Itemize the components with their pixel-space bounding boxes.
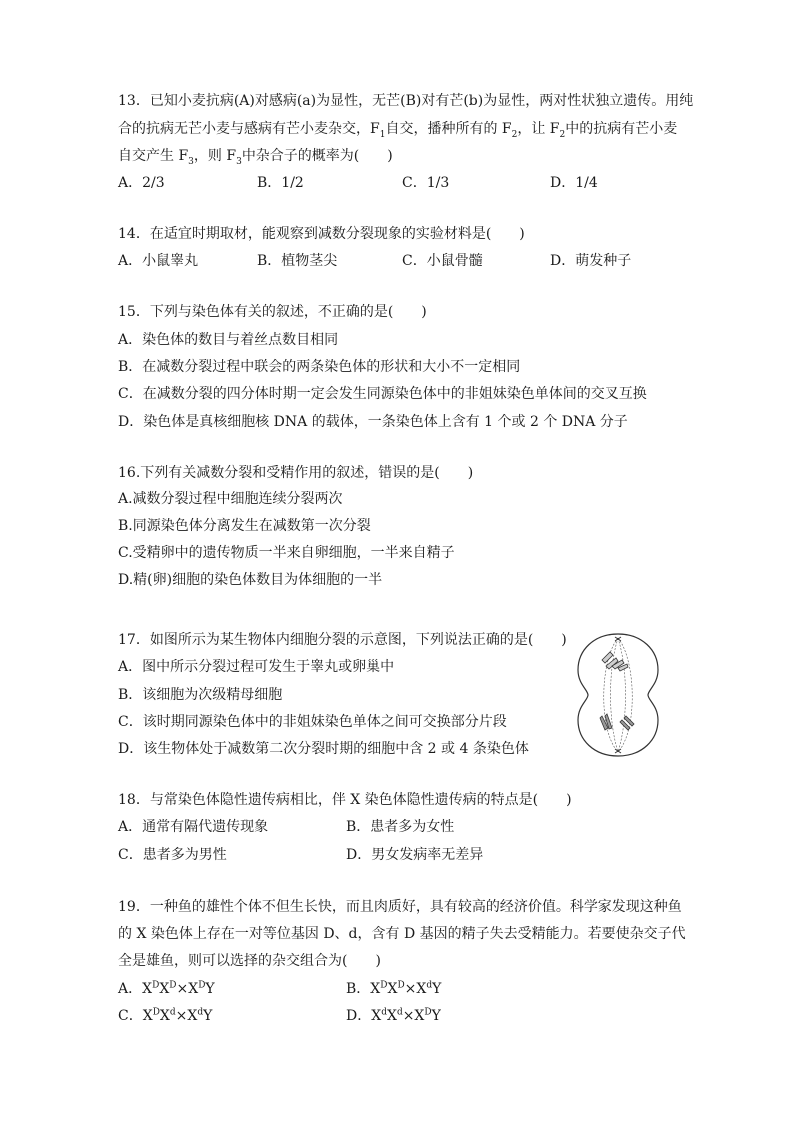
- q17-option-c: C．该时期同源染色体中的非姐妹染色单体之间可交换部分片段: [118, 714, 507, 730]
- q19-stem-line2: 的 X 染色体上存在一对等位基因 D、d，含有 D 基因的精子失去受精能力。若要使杂交子代: [118, 926, 686, 942]
- q19-option-b: B．$X^DX^D\times X^dY$: [346, 980, 442, 997]
- q19-option-d: D．$X^dX^d\times X^DY$: [346, 1007, 441, 1024]
- q14-option-c: C．小鼠骨髓: [402, 253, 483, 269]
- chromosomes-upper: [602, 652, 628, 671]
- q18-stem: 18．与常染色体隐性遗传病相比，伴 X 染色体隐性遗传病的特点是( ): [118, 792, 572, 808]
- q17-option-b: B．该细胞为次级精母细胞: [118, 687, 283, 703]
- q14-option-d: D．萌发种子: [550, 253, 632, 269]
- q19-stem-line1: 19．一种鱼的雄性个体不但生长快，而且肉质好，具有较高的经济价值。科学家发现这种鱼: [118, 899, 682, 915]
- q19-stem-line3: 全是雄鱼，则可以选择的杂交组合为( ): [118, 953, 381, 969]
- q16-option-c: C.受精卵中的遗传物质一半来自卵细胞，一半来自精子: [118, 545, 455, 561]
- q19-option-c: C．$X^DX^d\times X^dY$: [118, 1007, 213, 1024]
- q18-option-c: C．患者多为男性: [118, 847, 227, 863]
- q16-option-d: D.精(卵)细胞的染色体数目为体细胞的一半: [118, 572, 383, 588]
- cell-membrane-outline: [578, 634, 658, 756]
- q15-stem: 15．下列与染色体有关的叙述，不正确的是( ): [118, 304, 427, 320]
- q13-stem-line2: 合的抗病无芒小麦与感病有芒小麦杂交，$F_1$自交，播种所有的 $F_2$，让 $F_2$中的抗病有芒小麦: [118, 121, 678, 140]
- q14-option-a: A．小鼠睾丸: [118, 253, 199, 269]
- q15-option-c: C．在减数分裂的四分体时期一定会发生同源染色体中的非姐妹染色单体间的交叉互换: [118, 386, 647, 402]
- centrosome-top: [615, 637, 621, 641]
- q16-option-a: A.减数分裂过程中细胞连续分裂两次: [118, 491, 343, 507]
- q13-stem-line1: 13．已知小麦抗病(A)对感病(a)为显性，无芒(B)对有芒(b)为显性，两对性状独立遗传。用纯: [118, 93, 694, 109]
- q19-option-a: A．$X^DX^D\times X^DY$: [118, 980, 215, 997]
- q18-option-b: B．患者多为女性: [346, 819, 455, 835]
- q16-stem: 16.下列有关减数分裂和受精作用的叙述，错误的是( ): [118, 465, 474, 481]
- q13-option-c: C．1/3: [402, 175, 450, 191]
- q18-option-a: A．通常有隔代遗传现象: [118, 819, 269, 835]
- q13-stem-line3: 自交产生 $F_3$，则 $F_3$中杂合子的概率为( ): [118, 148, 393, 167]
- chromosomes-lower: [600, 714, 634, 730]
- q15-option-a: A．染色体的数目与着丝点数目相同: [118, 332, 339, 348]
- q16-option-b: B.同源染色体分离发生在减数第一次分裂: [118, 518, 371, 534]
- q13-option-a: A．2/3: [118, 175, 165, 191]
- q17-option-d: D．该生物体处于减数第二次分裂时期的细胞中含 2 或 4 条染色体: [118, 741, 529, 757]
- cell-division-figure: [572, 630, 664, 760]
- q18-option-d: D．男女发病率无差异: [346, 847, 484, 863]
- centrosome-bottom: [615, 749, 621, 753]
- q17-stem: 17．如图所示为某生物体内细胞分裂的示意图，下列说法正确的是( ): [118, 632, 567, 648]
- q15-option-b: B．在减数分裂过程中联会的两条染色体的形状和大小不一定相同: [118, 359, 521, 375]
- q14-option-b: B．植物茎尖: [257, 253, 338, 269]
- q14-stem: 14．在适宜时期取材，能观察到减数分裂现象的实验材料是( ): [118, 226, 525, 242]
- q13-option-d: D．1/4: [550, 175, 598, 191]
- q15-option-d: D．染色体是真核细胞核 DNA 的载体，一条染色体上含有 1 个或 2 个 DNA 分子: [118, 414, 628, 430]
- q17-option-a: A．图中所示分裂过程可发生于睾丸或卵巢中: [118, 659, 395, 675]
- q13-option-b: B．1/2: [257, 175, 304, 191]
